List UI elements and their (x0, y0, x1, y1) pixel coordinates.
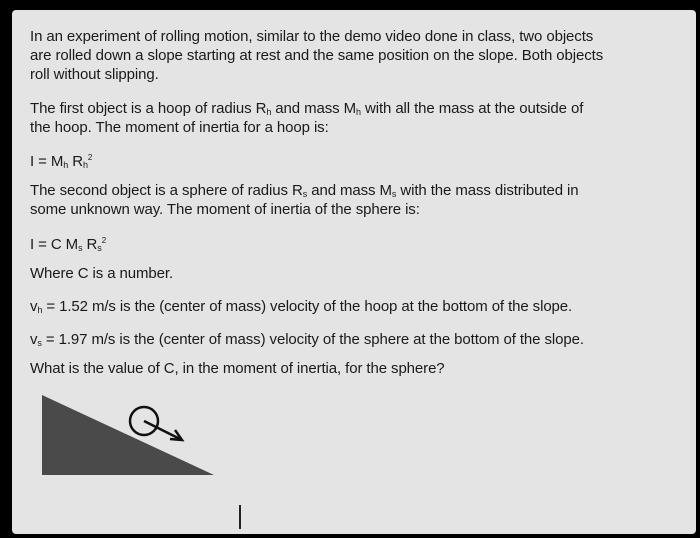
sphere-velocity-text: = 1.97 m/s is the (center of mass) velocity of the sphere at the bottom of the slope. (41, 331, 584, 348)
sphere-formula (30, 232, 106, 257)
sphere-velocity-symbol: v (30, 331, 38, 348)
hoop-mass-subscript: h (356, 107, 361, 117)
hoop-formula (30, 149, 92, 174)
hoop-formula-radius-subscript: h (82, 160, 88, 170)
incline-slope (42, 395, 214, 475)
sphere-formula-lhs: I = C M (30, 236, 79, 253)
hoop-line-2: the hoop. The moment of inertia for a hoop is: (30, 119, 329, 136)
hoop-velocity-line (30, 298, 572, 319)
hoop-formula-lhs: I = M (30, 153, 64, 170)
hoop-line-1-start: The first object is a hoop of radius R (30, 100, 267, 117)
sphere-line-1 (30, 182, 579, 203)
sphere-velocity-subscript: s (37, 338, 42, 348)
where-c-line: Where C is a number. (30, 265, 174, 282)
hoop-velocity-text: = 1.52 m/s is the (center of mass) velocity of the hoop at the bottom of the slope. (42, 298, 573, 315)
problem-sheet (12, 10, 696, 534)
hoop-formula-mass-subscript: h (63, 160, 69, 170)
sphere-velocity-line (30, 331, 584, 352)
text-cursor (239, 505, 241, 529)
sphere-line-1-mid: and mass M (307, 182, 392, 199)
hoop-line-1-end: with all the mass at the outside of (360, 100, 584, 117)
sphere-formula-radius: R (82, 236, 98, 253)
sphere-line-1-start: The second object is a sphere of radius R (30, 182, 303, 199)
intro-line-1: In an experiment of rolling motion, similar to the demo video done in class, two objects (30, 28, 594, 45)
hoop-line-1 (30, 100, 583, 121)
hoop-line-1-mid: and mass M (271, 100, 356, 117)
sphere-formula-exponent: 2 (101, 236, 107, 245)
intro-line-3: roll without slipping. (30, 66, 159, 83)
sphere-mass-subscript: s (391, 189, 397, 199)
sphere-line-2: some unknown way. The moment of inertia of the sphere is: (30, 201, 420, 218)
hoop-velocity-subscript: h (37, 305, 43, 315)
incline-diagram (32, 385, 232, 495)
hoop-formula-exponent: 2 (87, 153, 93, 162)
sphere-radius-subscript: s (302, 189, 308, 199)
sphere-formula-radius-subscript: s (97, 243, 102, 253)
sphere-line-1-end: with the mass distributed in (396, 182, 579, 199)
hoop-velocity-symbol: v (30, 298, 38, 315)
intro-line-2: are rolled down a slope starting at rest and the same position on the slope. Both objects (30, 47, 604, 64)
hoop-radius-subscript: h (266, 107, 272, 117)
question-line: What is the value of C, in the moment of inertia, for the sphere? (30, 360, 445, 377)
hoop-formula-radius: R (68, 153, 83, 170)
sphere-formula-mass-subscript: s (78, 243, 83, 253)
